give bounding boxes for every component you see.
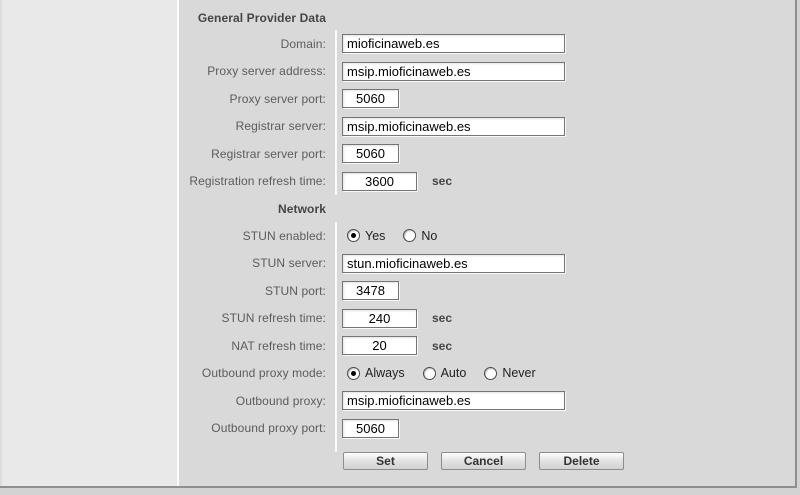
cancel-button[interactable]: Cancel [441,452,526,470]
form-row-stun-enabled [179,222,795,250]
outbound-proxy-mode-option-never[interactable] [484,366,535,380]
field-value-nat-refresh-time [335,332,795,360]
nat-refresh-time-input[interactable] [342,336,417,355]
sidebar [0,0,179,486]
form-row-proxy-server-port [179,85,795,113]
outbound-proxy-input[interactable] [342,391,565,410]
section-heading-spacer [335,195,795,222]
outbound-proxy-mode-option-auto[interactable] [423,366,467,380]
form-row-domain [179,30,795,58]
form-row-stun-server [179,250,795,278]
field-label-registrar-server-port: Registrar server port: [211,146,326,161]
outbound-proxy-mode-auto-label: Auto [440,366,467,381]
field-label-stun-enabled: STUN enabled: [242,228,326,243]
field-label-nat-refresh-time: NAT refresh time: [231,338,326,353]
field-value-outbound-proxy [335,387,795,415]
field-value-registration-refresh-time [335,168,795,196]
outbound-proxy-mode-always-radio[interactable] [347,367,360,380]
field-value-domain [335,30,795,58]
registrar-server-port-input[interactable] [342,144,399,163]
section-heading-general-provider-data: General Provider Data [197,11,326,25]
field-value-proxy-server-port [335,85,795,113]
registration-refresh-time-input[interactable] [342,172,417,191]
stun-refresh-time-input[interactable] [342,309,417,328]
delete-button[interactable]: Delete [539,452,624,470]
form-row-outbound-proxy [179,387,795,415]
nat-refresh-time-unit: sec [432,338,453,353]
provider-settings-form [179,0,795,486]
set-button[interactable]: Set [343,452,428,470]
field-label-outbound-proxy: Outbound proxy: [235,393,326,408]
field-value-registrar-server-port [335,140,795,168]
field-label-proxy-server-address: Proxy server address: [207,64,326,79]
field-label-stun-server: STUN server: [252,256,326,271]
stun-enabled-yes-label: Yes [365,228,386,243]
stun-enabled-option-no[interactable] [403,229,437,243]
proxy-server-address-input[interactable] [342,62,565,81]
registrar-server-input[interactable] [342,117,565,136]
section-heading-network: Network [277,201,326,216]
form-row-proxy-server-address [179,58,795,86]
field-value-registrar-server [335,113,795,141]
stun-enabled-no-label: No [421,228,438,243]
field-value-stun-port [335,277,795,305]
section-heading-general-provider-data-row [179,6,795,30]
field-value-proxy-server-address [335,58,795,86]
registration-refresh-time-unit: sec [432,174,453,189]
outbound-proxy-mode-always-label: Always [365,366,405,381]
field-label-proxy-server-port: Proxy server port: [229,91,326,106]
form-row-registrar-server [179,113,795,141]
form-row-outbound-proxy-port [179,415,795,443]
proxy-server-port-input[interactable] [342,89,399,108]
field-label-registrar-server: Registrar server: [235,119,326,134]
field-label-outbound-proxy-mode: Outbound proxy mode: [201,366,326,381]
outbound-proxy-mode-never-radio[interactable] [484,367,497,380]
form-row-outbound-proxy-mode [179,360,795,388]
outbound-proxy-mode-auto-radio[interactable] [423,367,436,380]
outbound-proxy-mode-radio-group [335,360,795,388]
form-row-registration-refresh-time [179,168,795,196]
section-heading-spacer [335,6,795,30]
stun-port-input[interactable] [342,281,399,300]
outbound-proxy-mode-option-always[interactable] [347,366,405,380]
outbound-proxy-mode-never-label: Never [502,366,536,381]
form-row-nat-refresh-time [179,332,795,360]
section-heading-network-row [179,195,795,222]
domain-input[interactable] [342,34,565,53]
field-value-stun-refresh-time [335,305,795,333]
field-label-outbound-proxy-port: Outbound proxy port: [211,421,326,436]
stun-enabled-option-yes[interactable] [347,229,385,243]
form-actions-row [179,452,795,470]
field-label-stun-refresh-time: STUN refresh time: [221,311,326,326]
stun-enabled-no-radio[interactable] [403,229,416,242]
form-row-stun-port [179,277,795,305]
form-actions [335,452,795,470]
separator-spacer-row [179,442,795,452]
stun-refresh-time-unit: sec [432,311,453,326]
stun-server-input[interactable] [342,254,565,273]
form-row-registrar-server-port [179,140,795,168]
field-value-stun-server [335,250,795,278]
stun-enabled-yes-radio[interactable] [347,229,360,242]
field-label-registration-refresh-time: Registration refresh time: [189,174,326,189]
field-label-stun-port: STUN port: [264,283,326,298]
stun-enabled-radio-group [335,222,795,250]
outbound-proxy-port-input[interactable] [342,419,399,438]
field-label-domain: Domain: [280,36,326,51]
form-row-stun-refresh-time [179,305,795,333]
field-value-outbound-proxy-port [335,415,795,443]
